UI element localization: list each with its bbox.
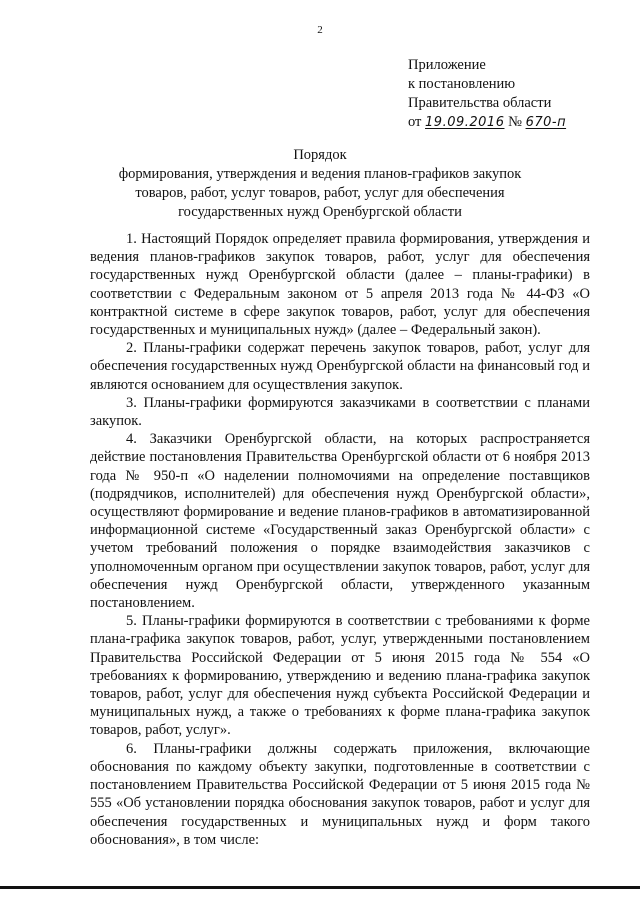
page-number: 2	[317, 24, 323, 36]
paragraph-2: 2. Планы-графики содержат перечень закупок товаров, работ, услуг для обеспечения государственных нужд Оренбургской области на финансовый год и являются основанием для осуществления закупок.	[90, 340, 590, 393]
paragraph-3: 3. Планы-графики формируются заказчиками в соответствии с планами закупок.	[90, 394, 590, 430]
document-body	[90, 230, 590, 849]
title-line-1: Порядок	[293, 147, 347, 163]
appendix-line-resolution: к постановлению	[408, 76, 516, 92]
document-title	[60, 146, 580, 222]
appendix-block	[408, 56, 566, 132]
date-prefix: от	[408, 114, 422, 130]
handwritten-number: 670-п	[525, 115, 567, 130]
title-line-4: государственных нужд Оренбургской области	[178, 204, 462, 220]
appendix-date-line	[408, 113, 566, 132]
paragraph-4: 4. Заказчики Оренбургской области, на которых распространяется действие постановления Правительства Оренбургской области от 6 ноября 2013 года № 950-п «О наделении полномочиями на определение поставщиков (подрядчиков, исполнителей) для обеспечения нужд Оренбургской области», осуществляют формирование и ведение планов-графиков в автоматизированной информационной системе «Государственный заказ Оренбургской области» с учетом требований положения о порядке взаимодействия заказчиков с уполномоченным органом при осуществлении закупок товаров, работ, услуг для обеспечения нужд Оренбургской области, утвержденного указанным постановлением.	[90, 431, 590, 612]
appendix-title: Приложение	[408, 57, 486, 73]
appendix-line-government: Правительства области	[408, 95, 552, 111]
paragraph-5: 5. Планы-графики формируются в соответствии с требованиями к форме плана-графика закупок товаров, работ, услуг, утвержденными постановлением Правительства Российской Федерации от 5 июня 2015 года № 554 «О требованиях к формированию, утверждению и ведению плана-графика закупок товаров, работ, услуг для обеспечения нужд субъекта Российской Федерации и муниципальных нужд, а также о требованиях к форме плана-графика закупок товаров, работ, услуг».	[90, 613, 590, 739]
title-line-3: товаров, работ, услуг товаров, работ, услуг для обеспечения	[135, 185, 505, 201]
scan-bottom-edge	[0, 886, 640, 889]
number-sign: №	[508, 114, 522, 130]
paragraph-6: 6. Планы-графики должны содержать приложения, включающие обоснования по каждому объекту закупки, подготовленные в соответствии с постановлением Правительства Российской Федерации от 5 июня 2015 года № 555 «Об установлении порядка обоснования закупок товаров, работ и услуг для обеспечения государственных и муниципальных нужд и форм такого обоснования», в том числе:	[90, 740, 590, 848]
handwritten-date: 19.09.2016	[425, 115, 505, 130]
title-line-2: формирования, утверждения и ведения планов-графиков закупок	[118, 166, 522, 182]
paragraph-1: 1. Настоящий Порядок определяет правила формирования, утверждения и ведения планов-графиков закупок товаров, работ, услуг для обеспечения государственных нужд Оренбургской области (далее – планы-графики) в соответствии с Федеральным законом от 5 апреля 2013 года № 44-ФЗ «О контрактной системе в сфере закупок товаров, работ, услуг для обеспечения государственных и муниципальных нужд» (далее – Федеральный закон).	[90, 231, 590, 339]
